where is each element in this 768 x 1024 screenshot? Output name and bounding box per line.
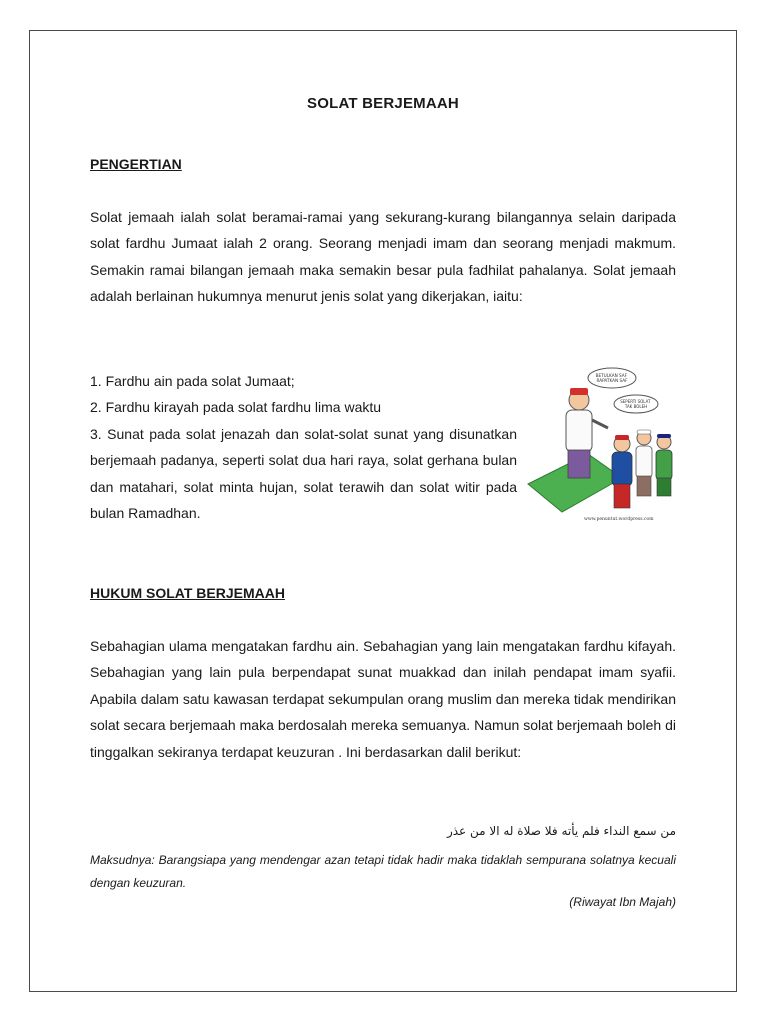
makmum-sarong bbox=[657, 478, 671, 496]
list-item: 3. Sunat pada solat jenazah dan solat-solat sunat yang disunatkan berjemaah padanya, seperti solat dua hari raya, solat gerhana bulan dan matahari, solat minta hujan, solat terawih dan solat witir pada bulan Ramadhan. bbox=[90, 425, 517, 522]
list-item: 1. Fardhu ain pada solat Jumaat; bbox=[90, 373, 295, 389]
document-page bbox=[29, 30, 737, 992]
hadith-meaning: Maksudnya: Barangsiapa yang mendengar azan tetapi tidak hadir maka tidaklah sempurana solatnya kecuali dengan keuzuran. bbox=[90, 853, 676, 890]
hadith-source: (Riwayat Ibn Majah) bbox=[569, 895, 676, 909]
pengertian-paragraph: Solat jemaah ialah solat beramai-ramai yang sekurang-kurang bilangannya selain daripada solat fardhu Jumaat ialah 2 orang. Seorang menjadi imam dan seorang menjadi makmum. Semakin ramai bilangan jemaah maka semakin besar pula fadhilat pahalanya. Solat jemaah adalah berlainan hukumnya menurut jenis solat yang dikerjakan, iaitu: bbox=[90, 209, 676, 305]
makmum-cap bbox=[637, 430, 651, 434]
imam-arm bbox=[592, 420, 608, 428]
hukum-list bbox=[90, 368, 517, 526]
imam-cap bbox=[570, 388, 588, 395]
hadith-arabic-text: من سمع النداء فلم يأته فلا صلاة له الا من عذر bbox=[446, 824, 676, 838]
bubble-2-line: SEPERTI SOLAT bbox=[620, 399, 651, 404]
makmum-sarong bbox=[614, 484, 630, 508]
jemaah-illustration bbox=[526, 366, 686, 524]
bubble-1-line: BETULKAN SAF bbox=[595, 373, 628, 378]
section-heading-pengertian: PENGERTIAN bbox=[90, 156, 182, 172]
section-heading-hukum: HUKUM SOLAT BERJEMAAH bbox=[90, 585, 285, 601]
hukum-paragraph: Sebahagian ulama mengatakan fardhu ain. Sebahagian yang lain mengatakan fardhu kifayah. Sebahagian yang lain pula berpendapat sunat muakkad dan inilah pendapat imam syafii. Apabila dalam satu kawasan terdapat sekumpulan orang muslim dan mereka tidak mendirikan solat secara berjemaah maka berdosalah mereka semuanya. Namun solat berjemaah boleh di tinggalkan sekiranya terdapat keuzuran . Ini berdasarkan dalil berikut: bbox=[90, 638, 676, 760]
document-title: SOLAT BERJEMAAH bbox=[307, 95, 459, 112]
list-item: 2. Fardhu kirayah pada solat fardhu lima waktu bbox=[90, 399, 382, 416]
makmum-sarong bbox=[637, 476, 651, 496]
makmum-figure bbox=[636, 446, 652, 478]
makmum-figure bbox=[612, 452, 632, 486]
makmum-cap bbox=[615, 435, 629, 440]
bubble-2-text bbox=[620, 399, 652, 409]
bubble-1-text bbox=[596, 373, 629, 383]
makmum-cap bbox=[657, 434, 671, 438]
illustration-caption: www.penuntut.wordpress.com bbox=[584, 517, 654, 522]
makmum-figure bbox=[656, 450, 672, 480]
bubble-2-line: TAK BOLEH bbox=[624, 404, 648, 409]
imam-figure bbox=[566, 410, 592, 452]
bubble-1-line: RAPATKAN SAF bbox=[596, 378, 628, 383]
imam-sarong bbox=[568, 450, 590, 478]
